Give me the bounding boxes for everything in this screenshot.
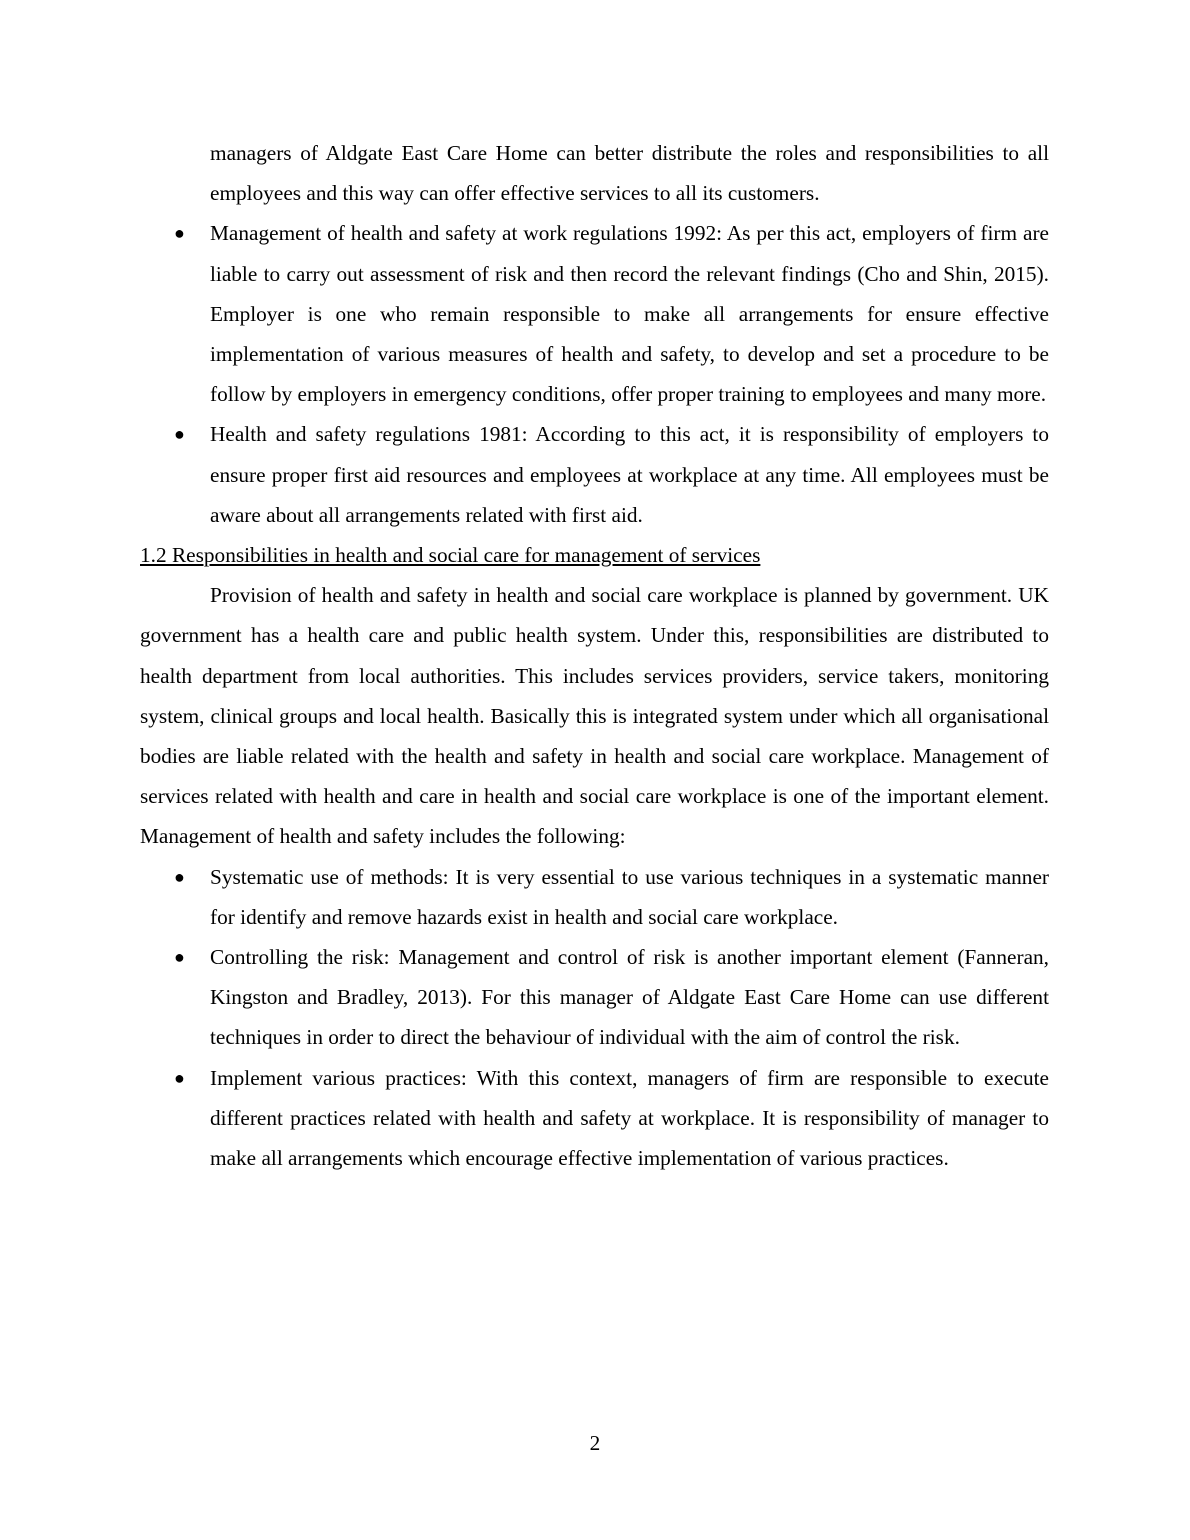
- section-heading: 1.2 Responsibilities in health and social care for management of services: [140, 543, 761, 568]
- continuation-paragraph: managers of Aldgate East Care Home can better distribute the roles and responsibilities to all employees and this way can offer effective services to all its customers.: [210, 141, 1049, 206]
- list-item: [140, 414, 1049, 535]
- list-item: [140, 937, 1049, 1058]
- list-item-text: Management of health and safety at work regulations 1992: As per this act, employers of firm are liable to carry out assessment of risk and then record the relevant findings (Cho and Shin, 2015). Employer is one who remain responsible to make all arrangements for ensure effective implementation of various measures of health and safety, to develop and set a procedure to be follow by employers in emergency conditions, offer proper training to employees and many more.: [210, 221, 1049, 407]
- list-item-text: Systematic use of methods: It is very essential to use various techniques in a systematic manner for identify and remove hazards exist in health and social care workplace.: [210, 864, 1049, 929]
- list-item-text: Controlling the risk: Management and control of risk is another important element (Fanneran, Kingston and Bradley, 2013). For this manager of Aldgate East Care Home can use different techniques in order to direct the behaviour of individual with the aim of control the risk.: [210, 945, 1049, 1050]
- list-item: [140, 213, 1049, 414]
- bullet-icon: ●: [174, 1067, 185, 1088]
- bullet-icon: ●: [174, 424, 185, 445]
- bullet-icon: ●: [174, 223, 185, 244]
- page-content: [140, 133, 1049, 1178]
- list-item-text: Implement various practices: With this context, managers of firm are responsible to execute different practices related with health and safety at workplace. It is responsibility of manager to make all arrangements which encourage effective implementation of various practices.: [210, 1065, 1049, 1171]
- body-paragraph: Provision of health and safety in health and social care workplace is planned by government. UK government has a health care and public health system. Under this, responsibilities are distributed to health department from local authorities. This includes services providers, service takers, monitoring system, clinical groups and local health. Basically this is integrated system under which all organisational bodies are liable related with the health and safety in health and social care workplace. Management of services related with health and care in health and social care workplace is one of the important element. Management of health and safety includes the following:: [140, 583, 1049, 849]
- bullet-icon: ●: [174, 866, 185, 887]
- bullet-icon: ●: [174, 947, 185, 968]
- list-item-text: Health and safety regulations 1981: According to this act, it is responsibility of employers to ensure proper first aid resources and employees at workplace at any time. All employees must be aware about all arrangements related with first aid.: [210, 422, 1049, 527]
- page-number: 2: [589, 1431, 601, 1455]
- list-item: [140, 857, 1049, 937]
- list-item: [140, 1058, 1049, 1179]
